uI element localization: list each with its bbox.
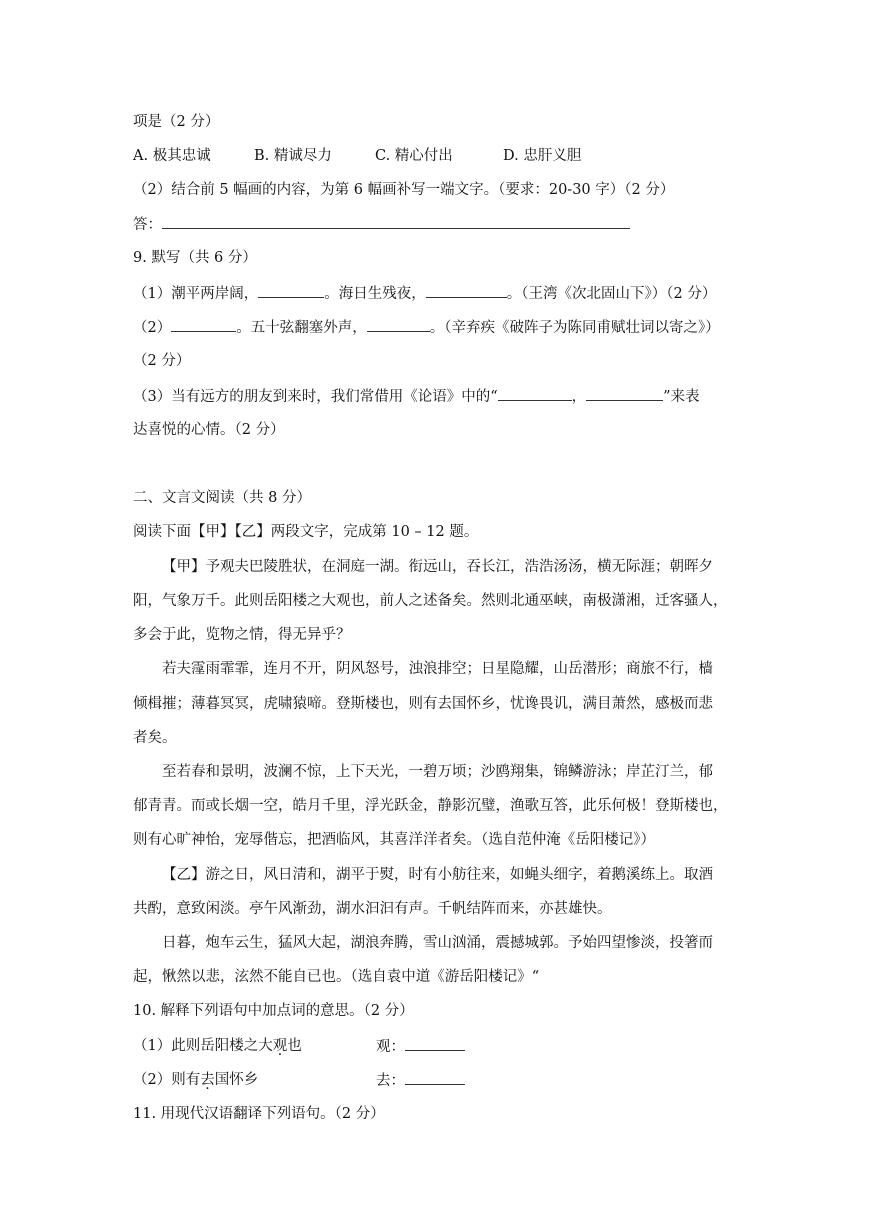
answer-blank	[405, 1036, 465, 1051]
jia-p1-line1: 【甲】予观夫巴陵胜状，在洞庭一湖。衔远山，吞长江，浩浩汤汤，横无际涯；朝晖夕	[162, 559, 713, 575]
jia-p2-line3: 者矣。	[133, 730, 177, 746]
q9-s3-cont: 达喜悦的心情。（2 分）	[133, 422, 285, 438]
section2-heading: 二、文言文阅读（共 8 分）	[133, 490, 311, 506]
section2-intro: 阅读下面【甲】【乙】两段文字，完成第 10 – 12 题。	[133, 524, 479, 540]
jia-p3-line1: 至若春和景明，波澜不惊，上下天光，一碧万顷；沙鸥翔集，锦鳞游泳；岸芷汀兰，郁	[162, 764, 713, 780]
q9-title: 9. 默写（共 6 分）	[133, 250, 257, 266]
option-a: A. 极其忠诚	[133, 148, 211, 164]
jia-p3-line3: 则有心旷神怡，宠辱偕忘，把酒临风，其喜洋洋者矣。（选自范仲淹《岳阳楼记》）	[133, 832, 655, 848]
q8-answer-line	[133, 214, 630, 235]
q9-s2-part3: 。（辛弃疾《破阵子为陈同甫赋壮词以寄之》）	[429, 320, 720, 336]
q9-s3	[133, 386, 700, 407]
jia-p1-line2: 阳，气象万千。此则岳阳楼之大观也，前人之述备矣。然则北通巫峡，南极潇湘，迁客骚人，	[133, 593, 728, 609]
q9-s3-part3: ”来表	[663, 389, 700, 405]
q9-s1-part3: 。（王湾《次北固山下》）（2 分）	[506, 286, 717, 302]
q10-item1-post: 也	[287, 1038, 302, 1054]
answer-label: 答：	[133, 217, 162, 233]
blank	[498, 386, 572, 401]
q9-s2	[133, 317, 720, 338]
yi-p2-line1: 日暮，炮车云生，猛风大起，湖浪奔腾，雪山汹涌，震撼城郭。予始四望惨淡，投箸而	[162, 935, 713, 951]
q10-item1-pre: （1）此则岳阳楼之大	[133, 1038, 273, 1054]
jia-p1-line3: 多会于此，览物之情，得无异乎？	[133, 627, 351, 643]
blank	[426, 283, 507, 298]
answer-label: 去：	[376, 1073, 405, 1089]
q9-s3-part2: ，	[571, 389, 587, 405]
option-b: B. 精诚尽力	[254, 148, 332, 164]
jia-p2-line2: 倾楫摧；薄暮冥冥，虎啸猿啼。登斯楼也，则有去国怀乡，忧谗畏讥，满目萧然，感极而悲	[133, 696, 713, 712]
yi-p1-line2: 共酌，意致闲淡。亭午风渐劲，湖水汩汩有声。千帆结阵而来，亦甚雄快。	[133, 901, 612, 917]
q9-s2-score: （2 分）	[133, 353, 191, 369]
q10-item2-pre: （2）则有	[133, 1072, 201, 1088]
answer-blank	[405, 1070, 465, 1085]
q9-s1-part2: 。海日生残夜，	[324, 286, 426, 302]
q10-item1-answer	[376, 1036, 465, 1057]
q9-s3-part1: （3）当有远方的朋友到来时，我们常借用《论语》中的“	[133, 389, 498, 405]
blank	[367, 317, 430, 332]
yi-p2-line2: 起，愀然以悲，泫然不能自已也。（选自袁中道《游岳阳楼记》“	[133, 969, 540, 985]
q11-title: 11. 用现代汉语翻译下列语句。（2 分）	[133, 1106, 385, 1122]
q10-title: 10. 解释下列语句中加点词的意思。（2 分）	[133, 1003, 414, 1019]
jia-p2-line1: 若夫霪雨霏霏，连月不开，阴风怒号，浊浪排空；日星隐耀，山岳潜形；商旅不行，樯	[162, 661, 713, 677]
answer-label: 观：	[376, 1039, 405, 1055]
q10-item1	[133, 1036, 302, 1056]
blank	[586, 386, 663, 401]
jia-p3-line2: 郁青青。而或长烟一空，皓月千里，浮光跃金，静影沉璧，渔歌互答，此乐何极！登斯楼也，	[133, 798, 728, 814]
yi-p1-line1: 【乙】游之日，风日清和，湖平于熨，时有小舫往来，如蝇头细字，着鹅溪练上。取酒	[162, 867, 713, 883]
blank	[171, 317, 236, 332]
q8-options	[133, 146, 581, 166]
q10-item2-answer	[376, 1070, 465, 1091]
q8-tail: 项是（2 分）	[133, 114, 220, 130]
dotted-word: 观	[272, 1038, 288, 1054]
blank	[258, 283, 324, 298]
option-c: C. 精心付出	[375, 148, 453, 164]
q9-s1-part1: （1）潮平两岸阔，	[133, 286, 259, 302]
q10-item2-post: 国怀乡	[214, 1072, 259, 1088]
q10-item2	[133, 1070, 258, 1090]
q9-s2-part2: 。五十弦翻塞外声，	[236, 320, 367, 336]
q9-s2-part1: （2）	[133, 320, 172, 336]
answer-blank	[162, 214, 630, 229]
option-d: D. 忠肝义胆	[503, 148, 582, 164]
q9-s1	[133, 283, 716, 304]
q8-sub2: （2）结合前 5 幅画的内容，为第 6 幅画补写一端文字。（要求：20-30 字）（2 分）	[133, 182, 675, 198]
dotted-word: 去	[200, 1072, 215, 1088]
